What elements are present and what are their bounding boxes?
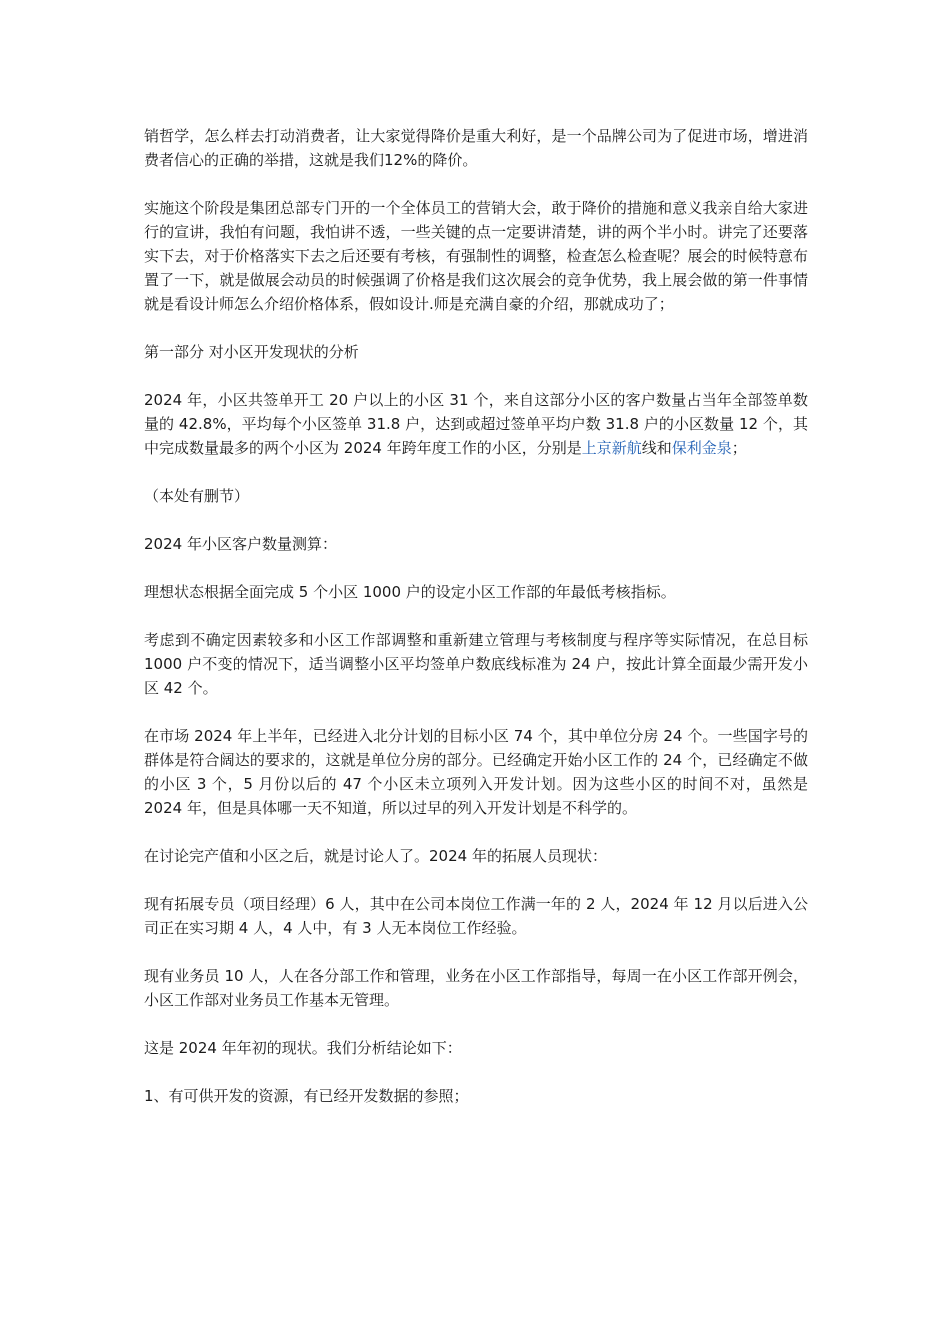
paragraph-estimate-heading: 2024 年小区客户数量测算： [144, 535, 337, 553]
paragraph-market-first-half: 在市场 2024 年上半年，已经进入北分计划的目标小区 74 个，其中单位分房 24 个。一些国字号的群体是符合阔达的要求的，这就是单位分房的部分。已经确定开始小区工作的 24 个，已经确定不做的小区 3 个，5 月份以后的 47 个小区未立项列入开发计划。因为这些小区的时间不对，虽然是 2024 年，但是具体哪一天不知道，所以过早的列入开发计划是不科学的。 [144, 727, 808, 817]
link-shangjing-xinhang[interactable]: 上京新航 [581, 439, 642, 457]
paragraph-staff-intro: 在讨论完产值和小区之后，就是讨论人了。2024 年的拓展人员现状： [144, 847, 607, 865]
paragraph-expansion-staff: 现有拓展专员（项目经理）6 人，其中在公司本岗位工作满一年的 2 人，2024 年 12 月以后进入公司正在实习期 4 人，4 人中，有 3 人无本岗位工作经验。 [144, 895, 808, 937]
paragraph-deleted-note: （本处有删节） [144, 487, 250, 505]
paragraph-pricing-philosophy: 销哲学，怎么样去打动消费者，让大家觉得降价是重大利好，是一个品牌公司为了促进市场，增进消费者信心的正确的举措，这就是我们12%的降价。 [144, 127, 808, 169]
document-body [144, 124, 808, 1132]
community-stats-end: ； [731, 439, 747, 457]
paragraph-adjusted-target: 考虑到不确定因素较多和小区工作部调整和重新建立管理与考核制度与程序等实际情况，在总目标 1000 户不变的情况下，适当调整小区平均签单户数底线标准为 24 户，按此计算全面最少需开发小区 42 个。 [144, 631, 808, 697]
community-stats-text: 2024 年，小区共签单开工 20 户以上的小区 31 个，来自这部分小区的客户数量占当年全部签单数量的 42.8%，平均每个小区签单 31.8 户，达到或超过签单平均户数 31.8 户的小区数量 12 个，其中完成数量最多的两个小区为 2024 年跨年度工作的小区，分别是 [144, 391, 808, 457]
paragraph-ideal-target: 理想状态根据全面完成 5 个小区 1000 户的设定小区工作部的年最低考核指标。 [144, 583, 676, 601]
community-stats-connector: 线和 [641, 439, 672, 457]
paragraph-sales-conference: 实施这个阶段是集团总部专门开的一个全体员工的营销大会，敢于降价的措施和意义我亲自给大家进行的宣讲，我怕有问题，我怕讲不透，一些关键的点一定要讲清楚，讲的两个半小时。讲完了还要落实下去，对于价格落实下去之后还要有考核，有强制性的调整，检查怎么检查呢？展会的时候特意布置了一下，就是做展会动员的时候强调了价格是我们这次展会的竞争优势，我上展会做的第一件事情就是看设计师怎么介绍价格体系，假如设计.师是充满自豪的介绍，那就成功了； [144, 199, 808, 313]
paragraph-conclusion-intro: 这是 2024 年年初的现状。我们分析结论如下： [144, 1039, 462, 1057]
section-heading: 第一部分 对小区开发现状的分析 [144, 343, 359, 361]
paragraph-community-stats [144, 388, 808, 460]
paragraph-salespeople: 现有业务员 10 人，人在各分部工作和管理，业务在小区工作部指导，每周一在小区工作部开例会，小区工作部对业务员工作基本无管理。 [144, 967, 808, 1009]
paragraph-conclusion-1: 1、有可供开发的资源，有已经开发数据的参照； [144, 1087, 469, 1105]
link-poly-jinquan[interactable]: 保利金泉 [671, 439, 732, 457]
